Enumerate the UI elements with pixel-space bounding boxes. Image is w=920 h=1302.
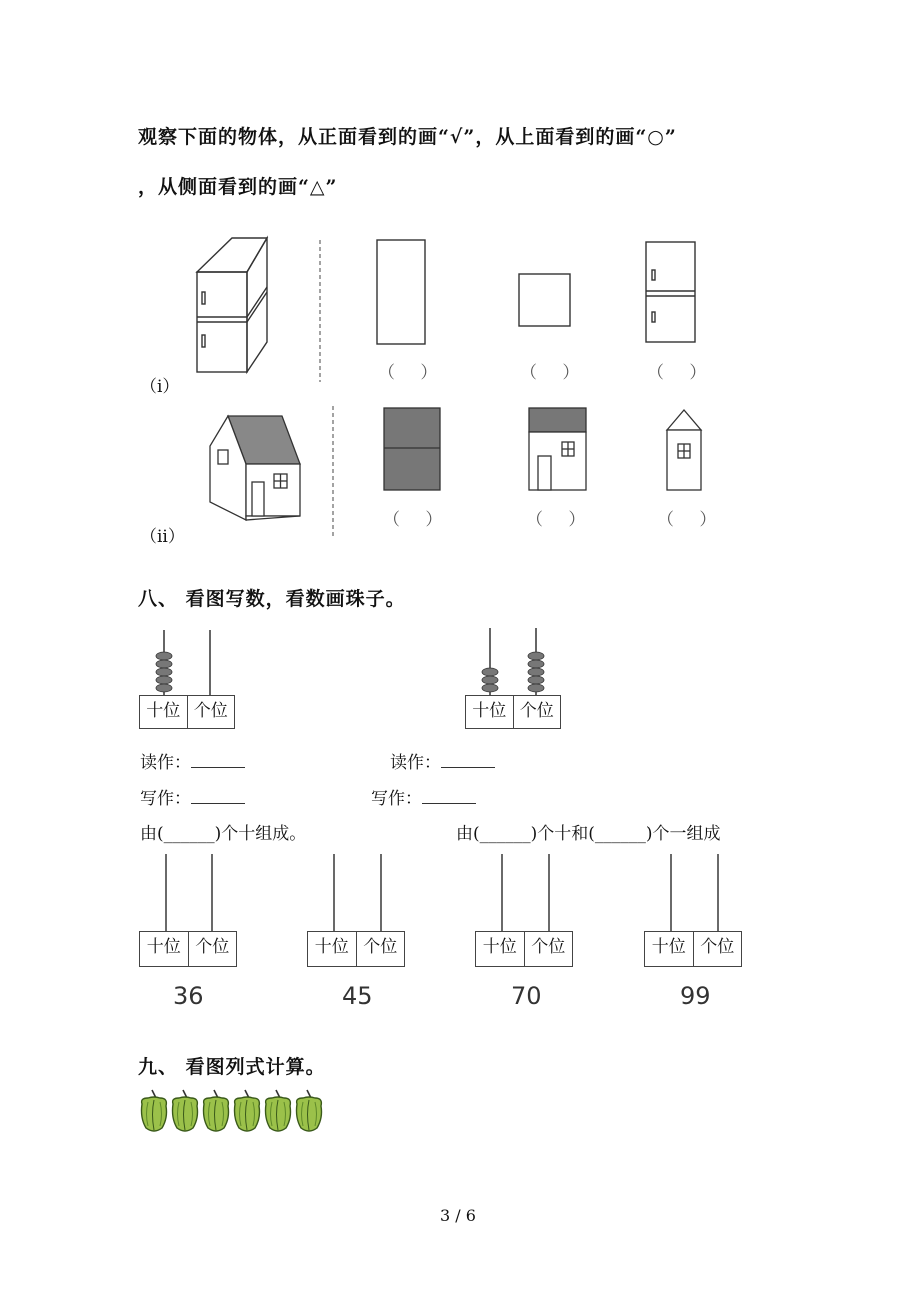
answer-paren-i3[interactable]: （ ） (647, 363, 717, 383)
read-as-left (140, 748, 245, 773)
number-45: 45 (342, 982, 373, 1010)
tens-label: 十位 (472, 701, 507, 721)
house-side-view (667, 410, 701, 490)
ones-label: 个位 (187, 696, 235, 728)
write-label: 写作： (371, 789, 422, 809)
write-blank-left[interactable] (191, 789, 245, 804)
row-label-i: （i） (140, 377, 180, 397)
read-blank-left[interactable] (191, 753, 245, 768)
write-as-left (140, 784, 245, 809)
refrigerator-views (190, 232, 710, 390)
place-value-box-left (139, 695, 235, 729)
ones-label: 个位 (356, 932, 405, 966)
read-label: 读作： (140, 753, 191, 773)
read-label: 读作： (390, 753, 441, 773)
answer-paren-ii1[interactable]: （ ） (383, 510, 453, 530)
empty-abaci-rods (140, 852, 745, 934)
number-99: 99 (680, 982, 711, 1010)
instruction-line-2: ，从侧面看到的画“△” (138, 176, 338, 198)
read-blank-right[interactable] (441, 753, 495, 768)
row-label-ii: （ii） (140, 527, 185, 547)
instruction-line-1: 观察下面的物体，从正面看到的画“√”，从上面看到的画“○” (138, 126, 677, 148)
section-8-title: 八、 看图写数，看数画珠子。 (138, 588, 406, 610)
place-value-box-right (465, 695, 561, 729)
abacus-left (140, 626, 236, 696)
page-number: 3 / 6 (440, 1206, 476, 1225)
compose-left[interactable]: 由(______)个十组成。 (140, 824, 307, 844)
fridge-top-view (519, 274, 570, 326)
pepper-icon (142, 1090, 167, 1131)
place-value-box-45 (307, 931, 405, 967)
section-9-title: 九、 看图列式计算。 (138, 1056, 326, 1078)
pepper-icon (266, 1090, 291, 1131)
beads-tens (156, 652, 172, 692)
house-front-view (529, 408, 586, 490)
number-36: 36 (173, 982, 204, 1010)
write-label: 写作： (140, 789, 191, 809)
ones-label: 个位 (188, 932, 237, 966)
ones-label: 个位 (524, 932, 573, 966)
pepper-icon (173, 1090, 198, 1131)
tens-label: 十位 (651, 937, 686, 957)
write-blank-right[interactable] (422, 789, 476, 804)
abacus-right (466, 626, 562, 696)
ones-label: 个位 (513, 696, 561, 728)
answer-paren-i1[interactable]: （ ） (378, 363, 448, 383)
tens-label: 十位 (482, 937, 517, 957)
fridge-front-view (646, 242, 695, 342)
beads-ones (528, 652, 544, 692)
read-as-right (390, 748, 495, 773)
write-as-right (371, 784, 476, 809)
place-value-box-99 (644, 931, 742, 967)
beads-tens (482, 668, 498, 692)
refrigerator-3d-image (197, 238, 267, 372)
answer-paren-ii3[interactable]: （ ） (657, 510, 727, 530)
house-views (200, 402, 715, 540)
house-top-view (384, 408, 440, 490)
place-value-box-70 (475, 931, 573, 967)
pepper-icon (235, 1090, 260, 1131)
tens-label: 十位 (314, 937, 349, 957)
pepper-icon (297, 1090, 322, 1131)
tens-label: 十位 (146, 937, 181, 957)
fridge-side-view (377, 240, 425, 344)
answer-paren-ii2[interactable]: （ ） (526, 510, 596, 530)
tens-label: 十位 (146, 701, 181, 721)
place-value-box-36 (139, 931, 237, 967)
pepper-icon (204, 1090, 229, 1131)
answer-paren-i2[interactable]: （ ） (520, 363, 590, 383)
ones-label: 个位 (693, 932, 742, 966)
house-3d-image (210, 416, 300, 520)
compose-right[interactable]: 由(______)个十和(______)个一组成 (456, 824, 721, 844)
number-70: 70 (511, 982, 542, 1010)
green-peppers (136, 1088, 336, 1138)
